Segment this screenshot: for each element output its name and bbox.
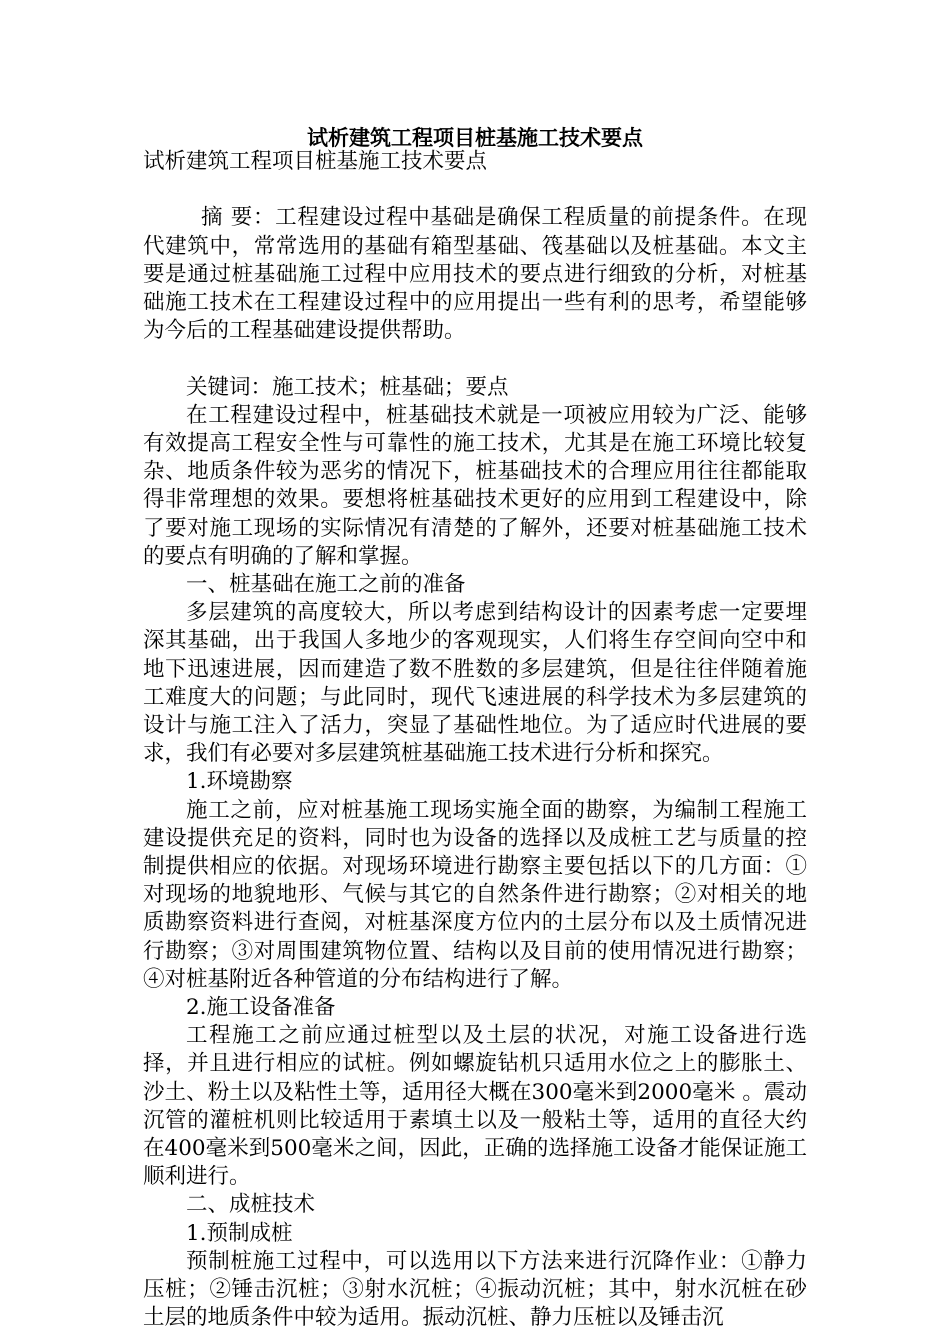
subsection-heading-1-1: 1.环境勘察 xyxy=(186,769,293,795)
repeated-title-line: 试析建筑工程项目桩基施工技术要点 xyxy=(143,149,488,174)
subsection-1-2-paragraph: 工程施工之前应通过桩型以及土层的状况，对施工设备进行选择，并且进行相应的试桩。例如螺旋钻机只适用水位之上的膨胀土、沙土、粉土以及粘性土等，适用径大概在300毫米到2000毫米 。震动沉管的灌桩机则比较适用于素填土以及一般粘土等，适用的直径大约在400毫米到500毫米之间，因此，正确的选择施工设备才能保证施工顺利进行。 xyxy=(143,1023,807,1190)
section-1-paragraph: 多层建筑的高度较大，所以考虑到结构设计的因素考虑一定要埋深其基础，出于我国人多地少的客观现实，人们将生存空间向空中和地下迅速进展，因而建造了数不胜数的多层建筑，但是往往伴随着施工难度大的问题；与此同时，现代飞速进展的科学技术为多层建筑的设计与施工注入了活力，突显了基础性地位。为了适应时代进展的要求，我们有必要对多层建筑桩基础施工技术进行分析和探究。 xyxy=(143,600,807,767)
keywords-line: 关键词：施工技术；桩基础；要点 xyxy=(186,374,509,400)
document-body xyxy=(143,148,807,1333)
subsection-2-1-paragraph: 预制桩施工过程中，可以选用以下方法来进行沉降作业：①静力压桩；②锤击沉桩；③射水沉桩；④振动沉桩；其中，射水沉桩在砂土层的地质条件中较为适用。振动沉桩、静力压桩以及锤击沉 xyxy=(143,1248,807,1331)
subsection-1-1-paragraph: 施工之前，应对桩基施工现场实施全面的勘察，为编制工程施工建设提供充足的资料，同时也为设备的选择以及成桩工艺与质量的控制提供相应的依据。对现场环境进行勘察主要包括以下的几方面：①对现场的地貌地形、气候与其它的自然条件进行勘察；②对相关的地质勘察资料进行查阅，对桩基深度方位内的土层分布以及土质情况进行勘察；③对周围建筑物位置、结构以及目前的使用情况进行勘察；④对桩基附近各种管道的分布结构进行了解。 xyxy=(143,797,807,992)
subsection-heading-2-1: 1.预制成桩 xyxy=(186,1220,293,1246)
intro-paragraph: 在工程建设过程中，桩基础技术就是一项被应用较为广泛、能够有效提高工程安全性与可靠性的施工技术，尤其是在施工环境比较复杂、地质条件较为恶劣的情况下，桩基础技术的合理应用往往都能取得非常理想的效果。要想将桩基础技术更好的应用到工程建设中，除了要对施工现场的实际情况有清楚的了解外，还要对桩基础施工技术的要点有明确的了解和掌握。 xyxy=(143,402,807,569)
blank-line xyxy=(143,345,807,373)
subsection-heading-1-2: 2.施工设备准备 xyxy=(186,995,336,1021)
abstract-paragraph: 摘 要：工程建设过程中基础是确保工程质量的前提条件。在现代建筑中，常常选用的基础有箱型基础、筏基础以及桩基础。本文主要是通过桩基础施工过程中应用技术的要点进行细致的分析，对桩基础施工技术在工程建设过程中的应用提出一些有利的思考，希望能够为今后的工程基础建设提供帮助。 xyxy=(143,205,807,344)
section-heading-1: 一、桩基础在施工之前的准备 xyxy=(186,572,466,598)
section-heading-2: 二、成桩技术 xyxy=(186,1192,316,1218)
blank-line xyxy=(143,176,807,204)
document-title: 试析建筑工程项目桩基施工技术要点 xyxy=(307,126,643,150)
